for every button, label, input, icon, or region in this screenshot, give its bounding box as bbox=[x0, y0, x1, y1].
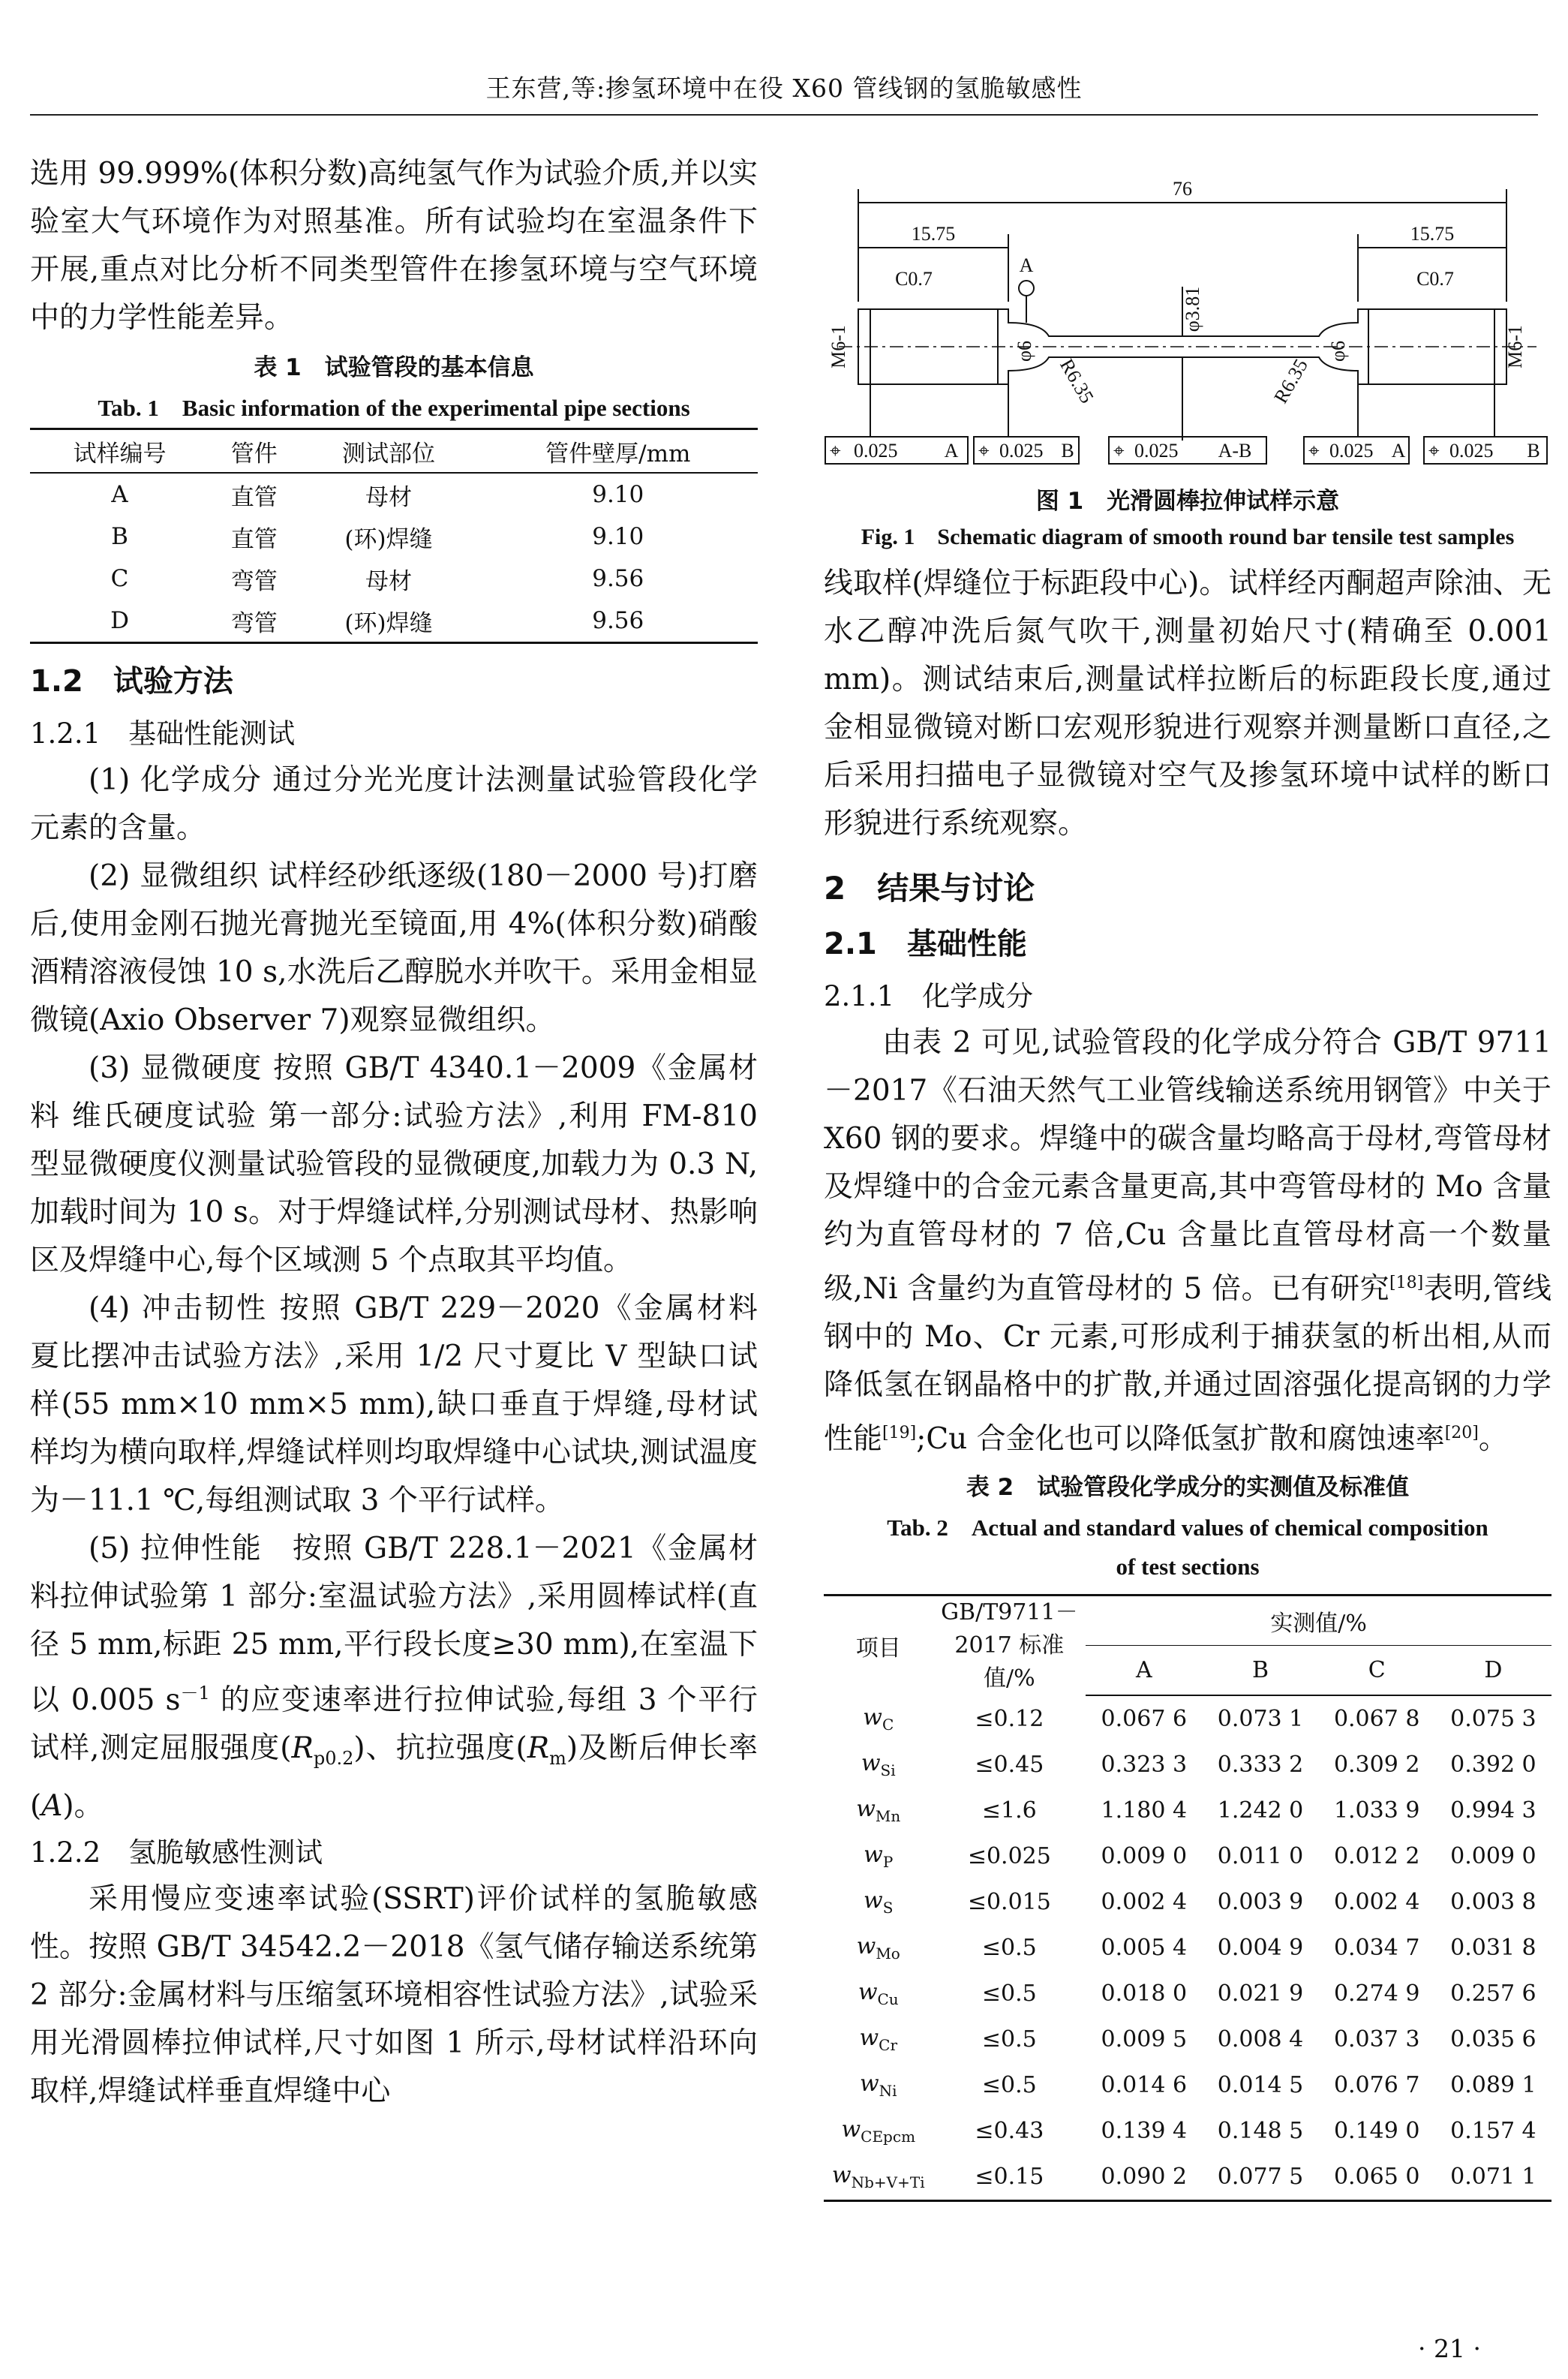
table-cell-value: 0.257 6 bbox=[1450, 1980, 1536, 2007]
table-cell-value: 0.139 4 bbox=[1101, 2118, 1188, 2144]
text-run: (5) 拉伸性能 按照 GB/T 228.1－2021《金属材料拉伸试验第 1 部分:室温试验方法》,采用圆棒试样(直径 5 mm,标距 25 mm,平行段长度≥30 mm),在室温下以 0.005 s bbox=[30, 1532, 758, 1717]
table2-header-row bbox=[824, 1596, 1551, 1646]
table-cell-value: 0.076 7 bbox=[1333, 2072, 1420, 2098]
table-cell-value: 0.994 3 bbox=[1450, 1797, 1536, 1824]
table2-caption-en-1: Tab. 2 Actual and standard values of chemical composition bbox=[887, 1514, 1488, 1541]
table-cell-value: 0.037 3 bbox=[1333, 2026, 1420, 2053]
mass-fraction-symbol: w bbox=[864, 1842, 883, 1868]
table-cell-std: ≤0.5 bbox=[981, 2026, 1037, 2053]
thread-left-label: M6-1 bbox=[828, 325, 849, 368]
table-cell-element bbox=[824, 2108, 933, 2154]
table-row bbox=[30, 600, 758, 643]
table-cell-value: 1.242 0 bbox=[1217, 1797, 1304, 1824]
element-subscript: Cr bbox=[879, 2036, 898, 2054]
radius-right-label: R6.35 bbox=[1269, 355, 1312, 408]
table-cell-element bbox=[824, 1788, 933, 1833]
left-column bbox=[30, 150, 758, 2116]
table-cell-value: 0.333 2 bbox=[1217, 1752, 1304, 1778]
header-rule bbox=[30, 114, 1538, 116]
tolerance-symbol: ⌖ bbox=[1113, 440, 1125, 462]
table1-caption-en: Tab. 1 Basic information of the experimental pipe sections bbox=[98, 395, 690, 421]
figure1 bbox=[824, 159, 1551, 549]
page-number: · 21 · bbox=[1418, 2334, 1481, 2363]
table2-caption-en-2: of test sections bbox=[1116, 1553, 1260, 1580]
table-cell-std: ≤0.45 bbox=[975, 1752, 1044, 1778]
figure1-caption-zh: 图 1 光滑圆棒拉伸试样示意 bbox=[1035, 488, 1340, 515]
text-run: 由表 2 可见,试验管段的化学成分符合 GB/T 9711－2017《石油天然气工业管线输送系统用钢管》中关于 X60 钢的要求。焊缝中的碳含量均略高于母材,弯管母材及焊缝中的合金元素含量更高,其中弯管母材的 Mo 含量约为直管母材的 7 倍,Cu 含量比直管母材高一个数量级,Ni 含量约为直管母材的 5 倍。已有研究 bbox=[824, 1026, 1551, 1306]
tolerance-value: 0.025 bbox=[1134, 440, 1179, 462]
symbol-a: A bbox=[41, 1788, 63, 1823]
superscript: －1 bbox=[180, 1683, 210, 1704]
text-run: )及断后伸长率( bbox=[30, 1731, 758, 1823]
paragraph-microstructure: (2) 显微组织 试样经砂纸逐级(180－2000 号)打磨后,使用金刚石抛光膏抛光至镜面,用 4%(体积分数)硝酸酒精溶液侵蚀 10 s,水洗后乙醇脱水并吹干。采用金相显微镜(Axio Observer 7)观察显微组织。 bbox=[30, 859, 758, 1037]
table-row bbox=[824, 1833, 1551, 1879]
table-row bbox=[824, 2108, 1551, 2154]
table-cell-element bbox=[824, 2017, 933, 2062]
table-cell-std: ≤0.43 bbox=[975, 2118, 1044, 2144]
table-cell: 直管 bbox=[230, 525, 278, 553]
citation: [20] bbox=[1444, 1424, 1479, 1442]
text-run: ;Cu 合金化也可以降低氢扩散和腐蚀速率 bbox=[916, 1422, 1445, 1456]
element-subscript: Mn bbox=[875, 1807, 901, 1825]
table-cell-value: 0.014 6 bbox=[1101, 2072, 1188, 2098]
table-cell: 弯管 bbox=[209, 600, 299, 643]
tolerance-value: 0.025 bbox=[999, 440, 1044, 462]
table2-header-std bbox=[933, 1596, 1086, 1696]
table-cell-value: 0.009 5 bbox=[1101, 2026, 1188, 2053]
mass-fraction-symbol: w bbox=[856, 1796, 876, 1822]
table-cell: 母材 bbox=[365, 567, 412, 595]
section-1-2-heading: 1.2 试验方法 bbox=[30, 664, 233, 699]
table-cell-value: 0.274 9 bbox=[1333, 1980, 1420, 2007]
table2-header: A bbox=[1086, 1646, 1202, 1695]
mass-fraction-symbol: w bbox=[864, 1887, 883, 1914]
paragraph-impact: (4) 冲击韧性 按照 GB/T 229－2020《金属材料 夏比摆冲击试验方法》,采用 1/2 尺寸夏比 V 型缺口试样(55 mm×10 mm×5 mm),缺口垂直于焊缝,母材试样均为横向取样,焊缝试样则均取焊缝中心试块,测试温度为－11.1 ℃,每组测试取 3 个平行试样。 bbox=[30, 1292, 758, 1517]
tolerance-ref: A bbox=[1391, 440, 1406, 462]
table-cell-element bbox=[824, 1971, 933, 2017]
table-cell-std: ≤0.5 bbox=[981, 1935, 1037, 1961]
table2-body bbox=[824, 1695, 1551, 2201]
table-cell-value: 0.031 8 bbox=[1450, 1935, 1536, 1961]
paragraph-specimen-prep: 线取样(焊缝位于标距段中心)。试样经丙酮超声除油、无水乙醇冲洗后氮气吹干,测量初始尺寸(精确至 0.001 mm)。测试结束后,测量试样拉断后的标距段长度,通过金相显微镜对断口宏观形貌进行观察并测量断口直径,之后采用扫描电子显微镜对空气及掺氢环境中试样的断口形貌进行系统观察。 bbox=[824, 567, 1551, 841]
table-cell-value: 0.148 5 bbox=[1217, 2118, 1304, 2144]
table-cell: B bbox=[111, 523, 128, 550]
table-cell-value: 1.033 9 bbox=[1333, 1797, 1420, 1824]
radius-left-label: R6.35 bbox=[1056, 355, 1098, 408]
table-cell-value: 0.075 3 bbox=[1450, 1706, 1536, 1732]
paragraph-tensile bbox=[30, 1525, 758, 1830]
table-cell-value: 0.004 9 bbox=[1217, 1935, 1304, 1961]
table-cell-value: 0.090 2 bbox=[1086, 2154, 1202, 2201]
table-cell-value: 0.005 4 bbox=[1101, 1935, 1188, 1961]
table-cell-value: 0.067 6 bbox=[1101, 1706, 1188, 1732]
tolerance-ref: A bbox=[944, 440, 959, 462]
table-row bbox=[824, 1695, 1551, 1742]
table-cell-std: ≤0.025 bbox=[967, 1843, 1051, 1869]
table-row bbox=[824, 2154, 1551, 2201]
table-cell-value: 0.067 8 bbox=[1333, 1706, 1420, 1732]
datum-a-label: A bbox=[1019, 254, 1034, 276]
tolerance-symbol: ⌖ bbox=[830, 440, 841, 462]
header-line: 2017 标准值/% bbox=[954, 1632, 1065, 1692]
dim-total-label: 76 bbox=[1173, 178, 1192, 200]
table-cell-value: 0.392 0 bbox=[1450, 1752, 1536, 1778]
dim-right-label: 15.75 bbox=[1410, 223, 1455, 245]
table-cell: 弯管 bbox=[230, 567, 278, 595]
element-subscript: Mo bbox=[876, 1944, 900, 1962]
table2-header: D bbox=[1435, 1646, 1551, 1695]
table-cell-value: 0.003 9 bbox=[1217, 1889, 1304, 1915]
table-cell-value: 0.014 5 bbox=[1217, 2072, 1304, 2098]
table-cell: D bbox=[30, 600, 209, 643]
table-cell: 9.10 bbox=[592, 523, 644, 550]
element-subscript: CEpcm bbox=[861, 2128, 916, 2146]
table-cell-element bbox=[824, 1695, 933, 1742]
table-cell-value: 0.002 4 bbox=[1101, 1889, 1188, 1915]
table-cell-value: 0.018 0 bbox=[1101, 1980, 1188, 2007]
table-cell-value: 0.035 6 bbox=[1450, 2026, 1536, 2053]
mass-fraction-symbol: w bbox=[863, 1704, 882, 1731]
section-2-1-1-heading: 2.1.1 化学成分 bbox=[824, 980, 1034, 1012]
table-row bbox=[824, 1742, 1551, 1788]
mass-fraction-symbol: w bbox=[859, 2025, 879, 2051]
table-cell-value: 0.077 5 bbox=[1202, 2154, 1318, 2201]
table-cell-value: 0.011 0 bbox=[1217, 1843, 1304, 1869]
table-cell: C bbox=[110, 565, 129, 592]
element-subscript: Nb+V+Ti bbox=[851, 2173, 925, 2191]
table-cell-value: 0.021 9 bbox=[1217, 1980, 1304, 2007]
table-cell-element bbox=[824, 1833, 933, 1879]
text-run: 的应变速率进行拉伸试验,每组 3 个平行试样,测定屈服强度( bbox=[30, 1683, 758, 1765]
table1-header: 管件 bbox=[209, 429, 299, 474]
table-cell-value: 0.012 2 bbox=[1333, 1843, 1420, 1869]
element-subscript: P bbox=[882, 1853, 894, 1871]
dim-left-label: 15.75 bbox=[911, 223, 956, 245]
table-cell-value: 0.071 1 bbox=[1435, 2154, 1551, 2201]
table-cell-value: 0.065 0 bbox=[1319, 2154, 1435, 2201]
element-subscript: S bbox=[882, 1899, 894, 1917]
table-cell-std: ≤0.5 bbox=[981, 1980, 1037, 2007]
table-cell-value: 0.149 0 bbox=[1333, 2118, 1420, 2144]
chamfer-left-label: C0.7 bbox=[895, 268, 933, 290]
table1-header: 管件壁厚/mm bbox=[479, 429, 758, 474]
tolerance-symbol: ⌖ bbox=[1308, 440, 1320, 462]
table-row bbox=[824, 1971, 1551, 2017]
table-cell-element bbox=[824, 1879, 933, 1925]
subscript: m bbox=[549, 1747, 566, 1769]
mass-fraction-symbol: w bbox=[841, 2116, 861, 2143]
table-cell-element bbox=[824, 2154, 933, 2201]
element-subscript: Ni bbox=[879, 2082, 897, 2100]
symbol-r: R bbox=[291, 1731, 314, 1765]
table2-header: C bbox=[1319, 1646, 1435, 1695]
table-row bbox=[824, 2062, 1551, 2108]
subscript: p0.2 bbox=[313, 1747, 354, 1769]
paragraph-microhardness: (3) 显微硬度 按照 GB/T 4340.1－2009《金属材料 维氏硬度试验 第一部分:试验方法》,利用 FM-810 型显微硬度仪测量试验管段的显微硬度,加载力为 0.3 N,加载时间为 10 s。对于焊缝试样,分别测试母材、热影响区及焊缝中心,每个区域测 5 个点取其平均值。 bbox=[30, 1051, 758, 1277]
mass-fraction-symbol: w bbox=[856, 1933, 876, 1959]
mass-fraction-symbol: w bbox=[859, 2071, 879, 2097]
table1-header: 测试部位 bbox=[299, 429, 479, 474]
table-cell-value: 0.089 1 bbox=[1450, 2072, 1536, 2098]
table-row bbox=[824, 1925, 1551, 1971]
table-row bbox=[824, 1788, 1551, 1833]
table2-header-item: 项目 bbox=[824, 1596, 933, 1696]
table-cell: 直管 bbox=[230, 483, 278, 511]
table-row bbox=[30, 558, 758, 600]
table-cell-std: ≤0.15 bbox=[933, 2154, 1086, 2201]
table-cell-value: 0.073 1 bbox=[1217, 1706, 1304, 1732]
element-subscript: Si bbox=[880, 1761, 896, 1779]
table-cell: 9.10 bbox=[592, 481, 644, 508]
text-run: )。 bbox=[62, 1788, 104, 1823]
table-cell: 9.56 bbox=[592, 565, 644, 592]
table-cell-value: 0.323 3 bbox=[1101, 1752, 1188, 1778]
section-2-1-heading: 2.1 基础性能 bbox=[824, 927, 1027, 961]
table-cell-value: 0.157 4 bbox=[1450, 2118, 1536, 2144]
thread-right-label: M6-1 bbox=[1504, 325, 1526, 368]
table-cell-value: 0.003 8 bbox=[1450, 1889, 1536, 1915]
tolerance-value: 0.025 bbox=[1329, 440, 1374, 462]
table-cell: 9.56 bbox=[479, 600, 758, 643]
text-run: 。 bbox=[1478, 1422, 1508, 1456]
table-cell-std: ≤1.6 bbox=[981, 1797, 1037, 1824]
table-cell: A bbox=[111, 481, 128, 508]
tolerance-symbol: ⌖ bbox=[978, 440, 990, 462]
table2 bbox=[824, 1594, 1551, 2202]
mass-fraction-symbol: w bbox=[858, 1979, 878, 2005]
text-run: 表明,管线钢中的 Mo、Cr 元素,可形成利于捕获氢的析出相,从而降低氢在钢晶格中的扩散,并通过固溶强化提高钢的力学性能 bbox=[824, 1272, 1551, 1456]
section-2-heading: 2 结果与讨论 bbox=[824, 870, 1035, 907]
figure1-caption-en: Fig. 1 Schematic diagram of smooth round bar tensile test samples bbox=[861, 525, 1515, 549]
paragraph-chemical: (1) 化学成分 通过分光光度计法测量试验管段化学元素的含量。 bbox=[30, 763, 758, 845]
table2-header: B bbox=[1202, 1646, 1318, 1695]
tolerance-ref: B bbox=[1061, 440, 1074, 462]
table-cell-element bbox=[824, 1742, 933, 1788]
tolerance-value: 0.025 bbox=[1449, 440, 1494, 462]
table-cell: (环)焊缝 bbox=[344, 525, 433, 553]
dia-6-left-label: φ6 bbox=[1014, 340, 1035, 362]
paragraph-ssrt: 采用慢应变速率试验(SSRT)评价试样的氢脆敏感性。按照 GB/T 34542.2－2018《氢气储存输送系统第 2 部分:金属材料与压缩氢环境相容性试验方法》,试验采用光滑圆棒拉伸试样,尺寸如图 1 所示,母材试样沿环向取样,焊缝试样垂直焊缝中心 bbox=[30, 1881, 758, 2108]
table-cell-std: ≤0.015 bbox=[967, 1889, 1051, 1915]
table-row bbox=[30, 516, 758, 558]
dia-381-label: φ3.81 bbox=[1182, 286, 1203, 332]
tolerance-ref: A-B bbox=[1218, 440, 1252, 462]
tensile-specimen-drawing bbox=[824, 159, 1551, 474]
paragraph-chemical-results bbox=[824, 1019, 1551, 1463]
table-cell-value: 1.180 4 bbox=[1101, 1797, 1188, 1824]
text-run: )、抗拉强度( bbox=[353, 1731, 527, 1765]
element-subscript: C bbox=[882, 1715, 894, 1734]
element-subscript: Cu bbox=[877, 1990, 899, 2008]
table2-caption-zh: 表 2 试验管段化学成分的实测值及标准值 bbox=[966, 1474, 1410, 1501]
table1-header-row bbox=[30, 429, 758, 474]
dia-6-right-label: φ6 bbox=[1327, 340, 1349, 362]
table-cell-value: 0.309 2 bbox=[1333, 1752, 1420, 1778]
table-cell-value: 0.008 4 bbox=[1217, 2026, 1304, 2053]
mass-fraction-symbol: w bbox=[831, 2162, 852, 2188]
table2-header-measured: 实测值/% bbox=[1086, 1596, 1551, 1646]
datum-circle bbox=[1019, 281, 1034, 296]
table-cell-std: ≤0.5 bbox=[981, 2072, 1037, 2098]
table1-caption-zh: 表 1 试验管段的基本信息 bbox=[254, 354, 534, 381]
table-cell-std: ≤0.12 bbox=[975, 1705, 1044, 1732]
table-cell-element bbox=[824, 1925, 933, 1971]
tolerance-ref: B bbox=[1527, 440, 1540, 462]
mass-fraction-symbol: w bbox=[861, 1750, 881, 1776]
table-row bbox=[824, 2017, 1551, 2062]
section-1-2-2-heading: 1.2.2 氢脆敏感性测试 bbox=[30, 1836, 323, 1869]
citation: [18] bbox=[1389, 1274, 1424, 1292]
table-cell: (环)焊缝 bbox=[299, 600, 479, 643]
table1 bbox=[30, 428, 758, 644]
table-row bbox=[30, 473, 758, 516]
running-header: 王东营,等:掺氢环境中在役 X60 管线钢的氢脆敏感性 bbox=[485, 74, 1083, 103]
table-cell-value: 0.002 4 bbox=[1333, 1889, 1420, 1915]
header-line: GB/T9711－ bbox=[941, 1599, 1078, 1626]
table-cell-value: 0.009 0 bbox=[1101, 1843, 1188, 1869]
right-column bbox=[824, 159, 1551, 2202]
table-row bbox=[824, 1879, 1551, 1925]
chamfer-right-label: C0.7 bbox=[1416, 268, 1454, 290]
table-cell-value: 0.009 0 bbox=[1450, 1843, 1536, 1869]
citation: [19] bbox=[882, 1424, 917, 1442]
table-cell-element bbox=[824, 2062, 933, 2108]
section-1-2-1-heading: 1.2.1 基础性能测试 bbox=[30, 717, 296, 750]
table-cell-value: 0.034 7 bbox=[1333, 1935, 1420, 1961]
intro-paragraph: 选用 99.999%(体积分数)高纯氢气作为试验介质,并以实验室大气环境作为对照基准。所有试验均在室温条件下开展,重点对比分析不同类型管件在掺氢环境与空气环境中的力学性能差异。 bbox=[30, 157, 758, 335]
symbol-r: R bbox=[527, 1731, 550, 1765]
tolerance-value: 0.025 bbox=[854, 440, 898, 462]
table1-header: 试样编号 bbox=[30, 429, 209, 474]
table-cell: 母材 bbox=[365, 483, 412, 511]
tolerance-symbol: ⌖ bbox=[1428, 440, 1440, 462]
